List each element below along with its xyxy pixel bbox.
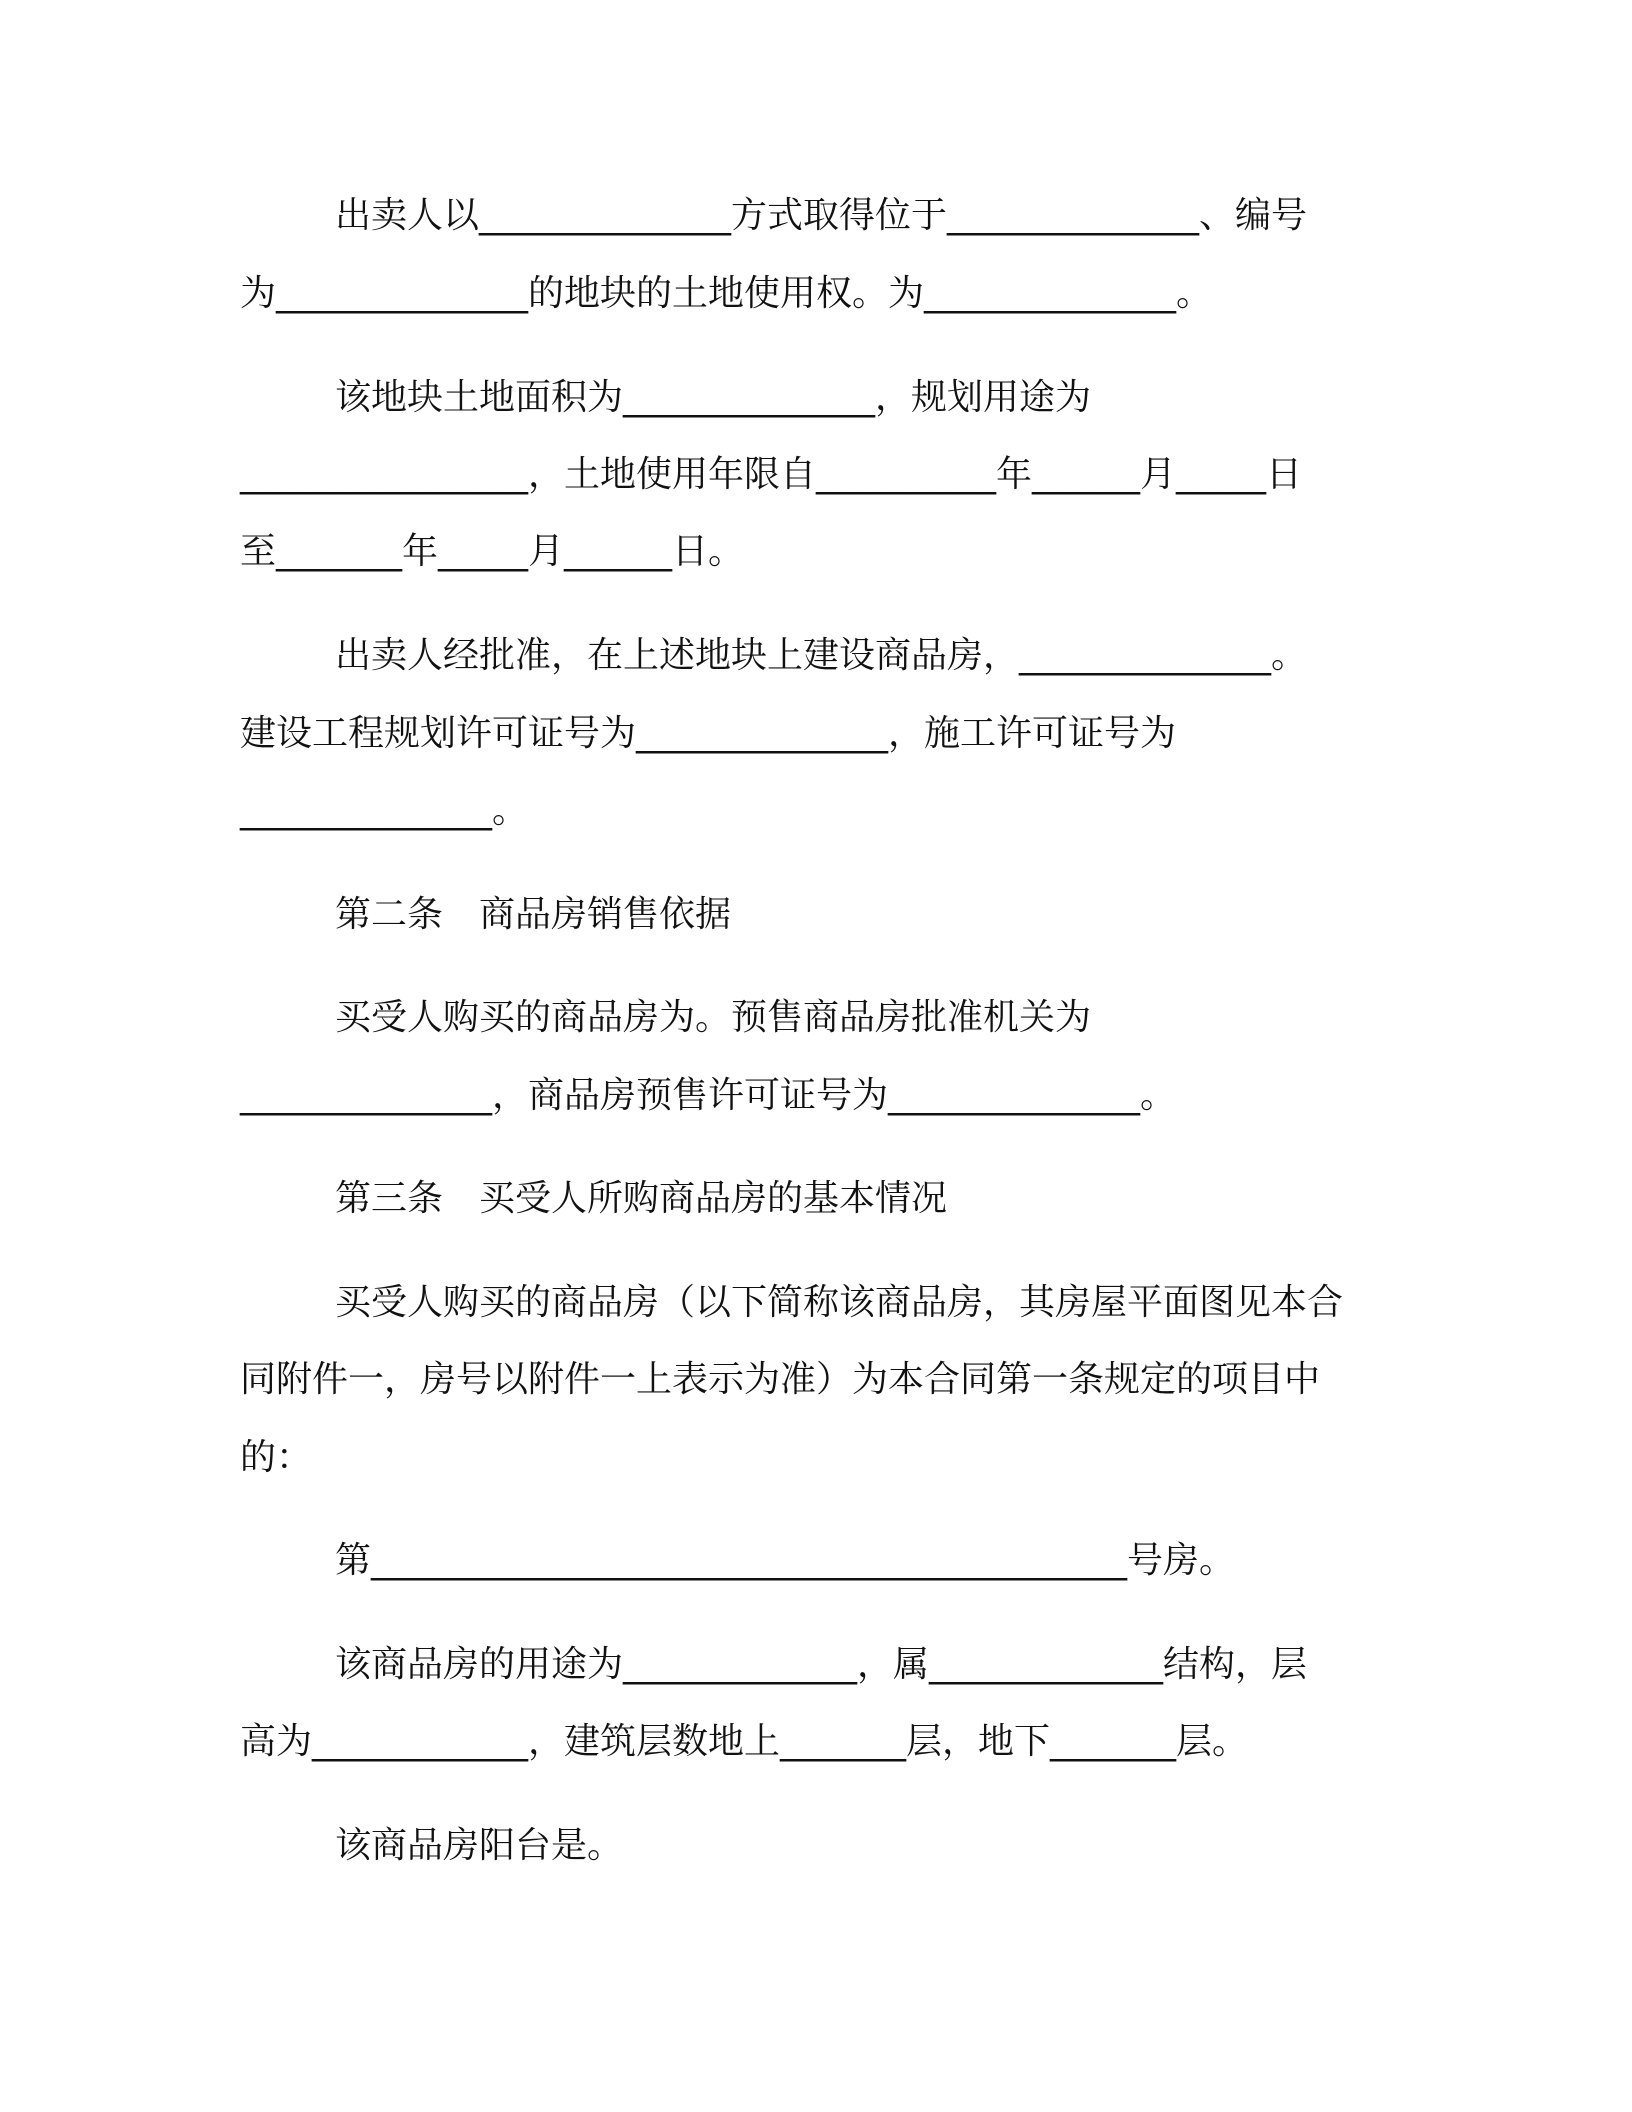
article-heading: 第二条 商品房销售依据 — [335, 894, 732, 935]
text-line: 该商品房的用途为_____________，属_____________结构，层 — [335, 1644, 1308, 1685]
article-heading: 第三条 买受人所购商品房的基本情况 — [335, 1178, 948, 1219]
text-line: 为______________的地块的土地使用权。为______________。 — [240, 273, 1213, 314]
text-line: 出卖人经批准，在上述地块上建设商品房，______________。 — [335, 635, 1308, 676]
text-line: ______________。 — [240, 790, 528, 831]
text-line: 买受人购买的商品房（以下简称该商品房，其房屋平面图见本合 — [335, 1282, 1344, 1323]
text-line: ______________，商品房预售许可证号为______________。 — [240, 1075, 1177, 1116]
text-line: 高为____________，建筑层数地上_______层，地下_______层。 — [240, 1721, 1249, 1762]
text-line: 出卖人以______________方式取得位于______________、编号 — [335, 195, 1308, 236]
text-line: ________________，土地使用年限自__________年______月_____日 — [240, 454, 1303, 495]
text-line: 买受人购买的商品房为。预售商品房批准机关为 — [335, 997, 1092, 1038]
text-line: 建设工程规划许可证号为______________，施工许可证号为 — [240, 713, 1177, 754]
text-line: 至_______年_____月______日。 — [240, 531, 745, 572]
balcony-line: 该商品房阳台是。 — [335, 1825, 624, 1866]
text-line: 同附件一，房号以附件一上表示为准）为本合同第一条规定的项目中 — [240, 1359, 1321, 1400]
text-line: 的： — [240, 1437, 313, 1478]
room-number-line: 第__________________________________________号房。 — [335, 1540, 1236, 1581]
text-line: 该地块土地面积为______________，规划用途为 — [335, 377, 1092, 418]
